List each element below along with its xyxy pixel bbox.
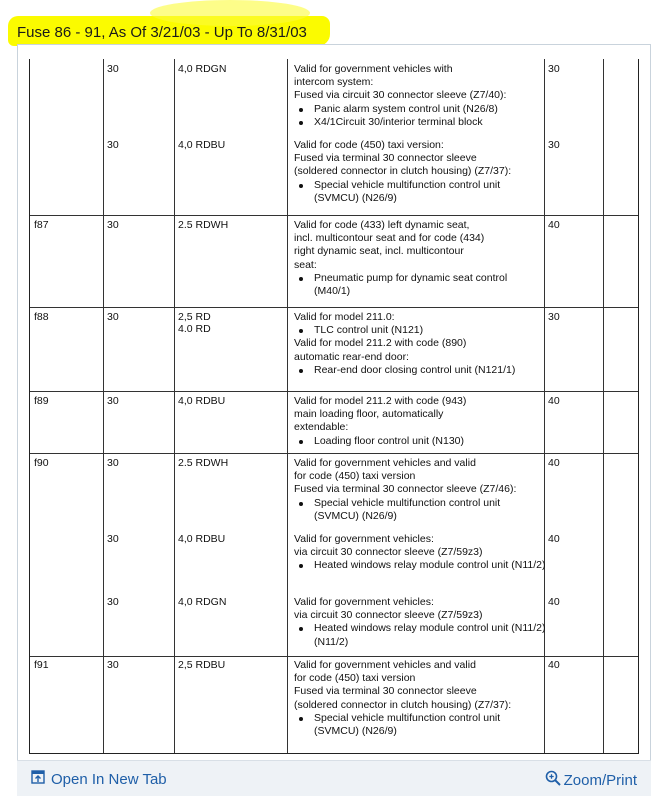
row-divider: [30, 453, 638, 454]
column-divider: [174, 59, 175, 753]
description-cell: [294, 219, 546, 298]
description-line: Valid for model 211.2 with code (890): [294, 337, 467, 350]
description-cell: [294, 533, 546, 573]
description-line: Valid for model 211.0:: [294, 311, 395, 323]
description-line: incl. multicontour seat and for code (434): [294, 232, 485, 245]
fuse-number: f89: [34, 395, 49, 407]
description-bullet: Special vehicle multifunction control unit (SVMCU) (N26/9): [294, 497, 546, 523]
column-divider: [287, 59, 288, 753]
wire-cell: 4,0 RDGN: [178, 596, 227, 608]
description-bullet: Special vehicle multifunction control unit (SVMCU) (N26/9): [294, 179, 546, 205]
terminal-cell: 30: [107, 533, 119, 545]
description-bullet: Loading floor control unit (N130): [294, 435, 546, 448]
amperage-cell: 30: [548, 63, 560, 75]
wire-cell: 2.5 RDWH: [178, 219, 229, 231]
description-bullet: X4/1Circuit 30/interior terminal block: [294, 116, 546, 129]
description-bullet: Heated windows relay module control unit (N11/2) (N11/2): [294, 622, 546, 648]
wire-cell: 4,0 RDBU: [178, 395, 226, 407]
description-cell: [294, 457, 546, 523]
description-line: Valid for government vehicles and valid: [294, 457, 476, 469]
description-cell: [294, 395, 546, 448]
description-line: Fused via circuit 30 connector sleeve (Z7/40):: [294, 89, 507, 102]
description-line: Valid for government vehicles:: [294, 596, 434, 608]
terminal-cell: 30: [107, 139, 119, 151]
row-divider: [30, 307, 638, 308]
description-line: Valid for government vehicles:: [294, 533, 434, 545]
wire-cell: 2.5 RDWH: [178, 457, 229, 469]
highlight-mark: [150, 0, 310, 26]
zoom-print-link[interactable]: [545, 770, 637, 790]
amperage-cell: 40: [548, 596, 560, 608]
description-cell: [294, 63, 546, 129]
description-line: via circuit 30 connector sleeve (Z7/59z3): [294, 609, 483, 622]
terminal-cell: 30: [107, 63, 119, 75]
description-cell: [294, 311, 546, 377]
wire-cell: 4,0 RDBU: [178, 139, 226, 151]
description-bullet: TLC control unit (N121): [294, 324, 546, 337]
page-title: Fuse 86 - 91, As Of 3/21/03 - Up To 8/31/03: [17, 24, 307, 41]
description-cell: [294, 659, 546, 738]
description-line: for code (450) taxi version: [294, 672, 416, 685]
description-bullet: Pneumatic pump for dynamic seat control (M40/1): [294, 272, 546, 298]
column-divider: [603, 59, 604, 753]
terminal-cell: 30: [107, 219, 119, 231]
description-line: via circuit 30 connector sleeve (Z7/59z3): [294, 546, 483, 559]
wire-cell: 4.0 RD: [178, 323, 211, 335]
fuse-number: f87: [34, 219, 49, 231]
description-line: (soldered connector in clutch housing) (Z7/37):: [294, 698, 512, 711]
terminal-cell: 30: [107, 596, 119, 608]
row-divider: [30, 656, 638, 657]
description-line: Valid for code (450) taxi version:: [294, 139, 444, 151]
fuse-table: [29, 59, 639, 754]
description-bullet: Rear-end door closing control unit (N121/1): [294, 364, 546, 377]
title-bar: [0, 0, 663, 48]
description-line: main loading floor, automatically: [294, 408, 444, 421]
magnifier-icon: [545, 770, 561, 790]
open-new-tab-icon: [31, 770, 45, 788]
description-cell: [294, 139, 546, 205]
description-line: Fused via terminal 30 connector sleeve: [294, 685, 477, 698]
terminal-cell: 30: [107, 659, 119, 671]
description-line: Valid for government vehicles and valid: [294, 659, 476, 671]
fuse-number: f88: [34, 311, 49, 323]
wire-cell: 2,5 RDBU: [178, 659, 226, 671]
wire-cell: 4,0 RDBU: [178, 533, 226, 545]
amperage-cell: 30: [548, 311, 560, 323]
description-line: intercom system:: [294, 76, 374, 89]
description-line: (soldered connector in clutch housing) (Z7/37):: [294, 165, 512, 178]
description-line: extendable:: [294, 421, 349, 434]
wire-cell: 2,5 RD: [178, 311, 211, 323]
description-line: Valid for code (433) left dynamic seat,: [294, 219, 470, 231]
fuse-number: f91: [34, 659, 49, 671]
terminal-cell: 30: [107, 457, 119, 469]
description-line: for code (450) taxi version: [294, 470, 416, 483]
row-divider: [30, 391, 638, 392]
open-in-new-tab-label: Open In New Tab: [51, 770, 167, 788]
description-line: Fused via terminal 30 connector sleeve: [294, 152, 477, 165]
description-bullet: Panic alarm system control unit (N26/8): [294, 103, 546, 116]
column-divider: [103, 59, 104, 753]
description-line: automatic rear-end door:: [294, 350, 409, 363]
footer-bar: [17, 760, 651, 796]
description-line: Valid for government vehicles with: [294, 63, 453, 75]
description-bullet: Special vehicle multifunction control unit (SVMCU) (N26/9): [294, 712, 546, 738]
amperage-cell: 40: [548, 395, 560, 407]
fuse-number: f90: [34, 457, 49, 469]
description-line: Fused via terminal 30 connector sleeve (Z7/46):: [294, 483, 517, 496]
open-in-new-tab-link[interactable]: [31, 770, 167, 788]
amperage-cell: 40: [548, 457, 560, 469]
amperage-cell: 40: [548, 219, 560, 231]
description-cell: [294, 596, 546, 649]
amperage-cell: 40: [548, 533, 560, 545]
description-bullet: Heated windows relay module control unit (N11/2): [294, 559, 546, 572]
description-line: seat:: [294, 258, 317, 271]
terminal-cell: 30: [107, 395, 119, 407]
description-line: Valid for model 211.2 with code (943): [294, 395, 467, 407]
row-divider: [30, 215, 638, 216]
amperage-cell: 40: [548, 659, 560, 671]
zoom-print-label: Zoom/Print: [563, 771, 637, 789]
terminal-cell: 30: [107, 311, 119, 323]
wire-cell: 4,0 RDGN: [178, 63, 227, 75]
amperage-cell: 30: [548, 139, 560, 151]
description-line: right dynamic seat, incl. multicontour: [294, 245, 464, 258]
